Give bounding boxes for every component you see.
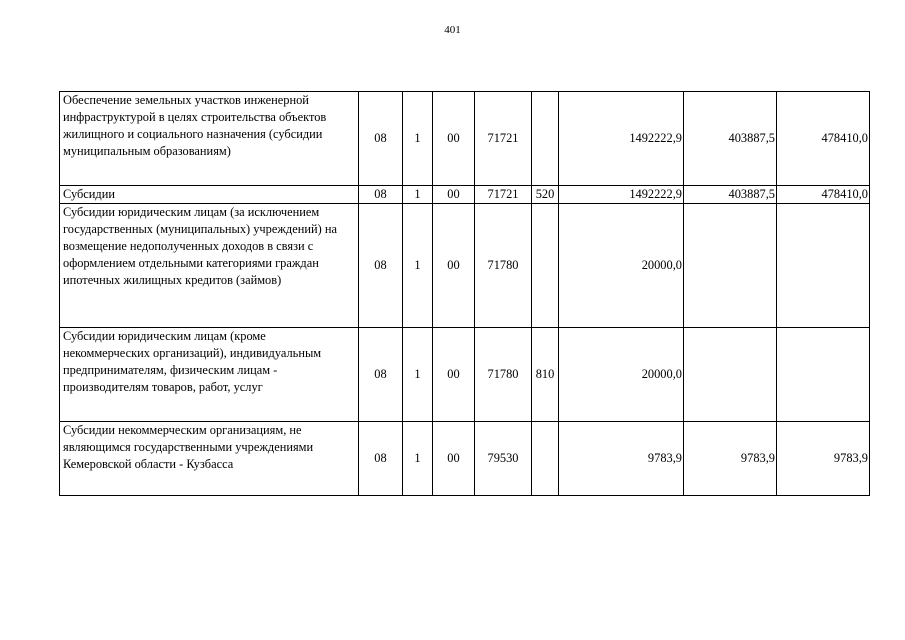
- subsection-cell: 1: [403, 204, 433, 328]
- type-cell: 810: [532, 328, 559, 422]
- table-row: [60, 186, 870, 204]
- section-cell: 08: [359, 204, 403, 328]
- value-2-cell: 403887,5: [684, 186, 777, 204]
- value-3-cell: [777, 328, 870, 422]
- type-cell: [532, 422, 559, 496]
- row-name: Субсидии юридическим лицам (за исключением государственных (муниципальных) учреждений) на возмещение недополученных доходов в связи с оформлением отдельными категориями граждан ипотечных жилищных кредитов (займов): [60, 204, 359, 328]
- value-1-cell: 1492222,9: [559, 186, 684, 204]
- row-name: Субсидии: [60, 186, 359, 204]
- type-cell: [532, 92, 559, 186]
- value-3-cell: 9783,9: [777, 422, 870, 496]
- value-1-cell: 20000,0: [559, 204, 684, 328]
- program-cell: 00: [433, 204, 475, 328]
- table-row: [60, 328, 870, 422]
- program-cell: 00: [433, 92, 475, 186]
- program-cell: 00: [433, 186, 475, 204]
- table-row: [60, 422, 870, 496]
- value-1-cell: 1492222,9: [559, 92, 684, 186]
- budget-table: [59, 91, 870, 496]
- subsection-cell: 1: [403, 422, 433, 496]
- code-cell: 71721: [475, 92, 532, 186]
- code-cell: 79530: [475, 422, 532, 496]
- value-3-cell: 478410,0: [777, 92, 870, 186]
- row-name: Субсидии некоммерческим организациям, не являющимся государственными учреждениями Кемеровской области - Кузбасса: [60, 422, 359, 496]
- value-1-cell: 20000,0: [559, 328, 684, 422]
- type-cell: 520: [532, 186, 559, 204]
- section-cell: 08: [359, 186, 403, 204]
- value-2-cell: 403887,5: [684, 92, 777, 186]
- row-name: Обеспечение земельных участков инженерной инфраструктурой в целях строительства объектов жилищного и социального назначения (субсидии муниципальным образованиям): [60, 92, 359, 186]
- value-2-cell: [684, 328, 777, 422]
- subsection-cell: 1: [403, 92, 433, 186]
- subsection-cell: 1: [403, 328, 433, 422]
- section-cell: 08: [359, 422, 403, 496]
- program-cell: 00: [433, 328, 475, 422]
- subsection-cell: 1: [403, 186, 433, 204]
- value-2-cell: 9783,9: [684, 422, 777, 496]
- code-cell: 71721: [475, 186, 532, 204]
- code-cell: 71780: [475, 328, 532, 422]
- section-cell: 08: [359, 92, 403, 186]
- value-3-cell: 478410,0: [777, 186, 870, 204]
- program-cell: 00: [433, 422, 475, 496]
- value-1-cell: 9783,9: [559, 422, 684, 496]
- type-cell: [532, 204, 559, 328]
- table-row: [60, 204, 870, 328]
- table-row: [60, 92, 870, 186]
- value-2-cell: [684, 204, 777, 328]
- value-3-cell: [777, 204, 870, 328]
- page-number: 401: [444, 24, 461, 36]
- code-cell: 71780: [475, 204, 532, 328]
- section-cell: 08: [359, 328, 403, 422]
- row-name: Субсидии юридическим лицам (кроме некоммерческих организаций), индивидуальным предпринимателям, физическим лицам - производителям товаров, работ, услуг: [60, 328, 359, 422]
